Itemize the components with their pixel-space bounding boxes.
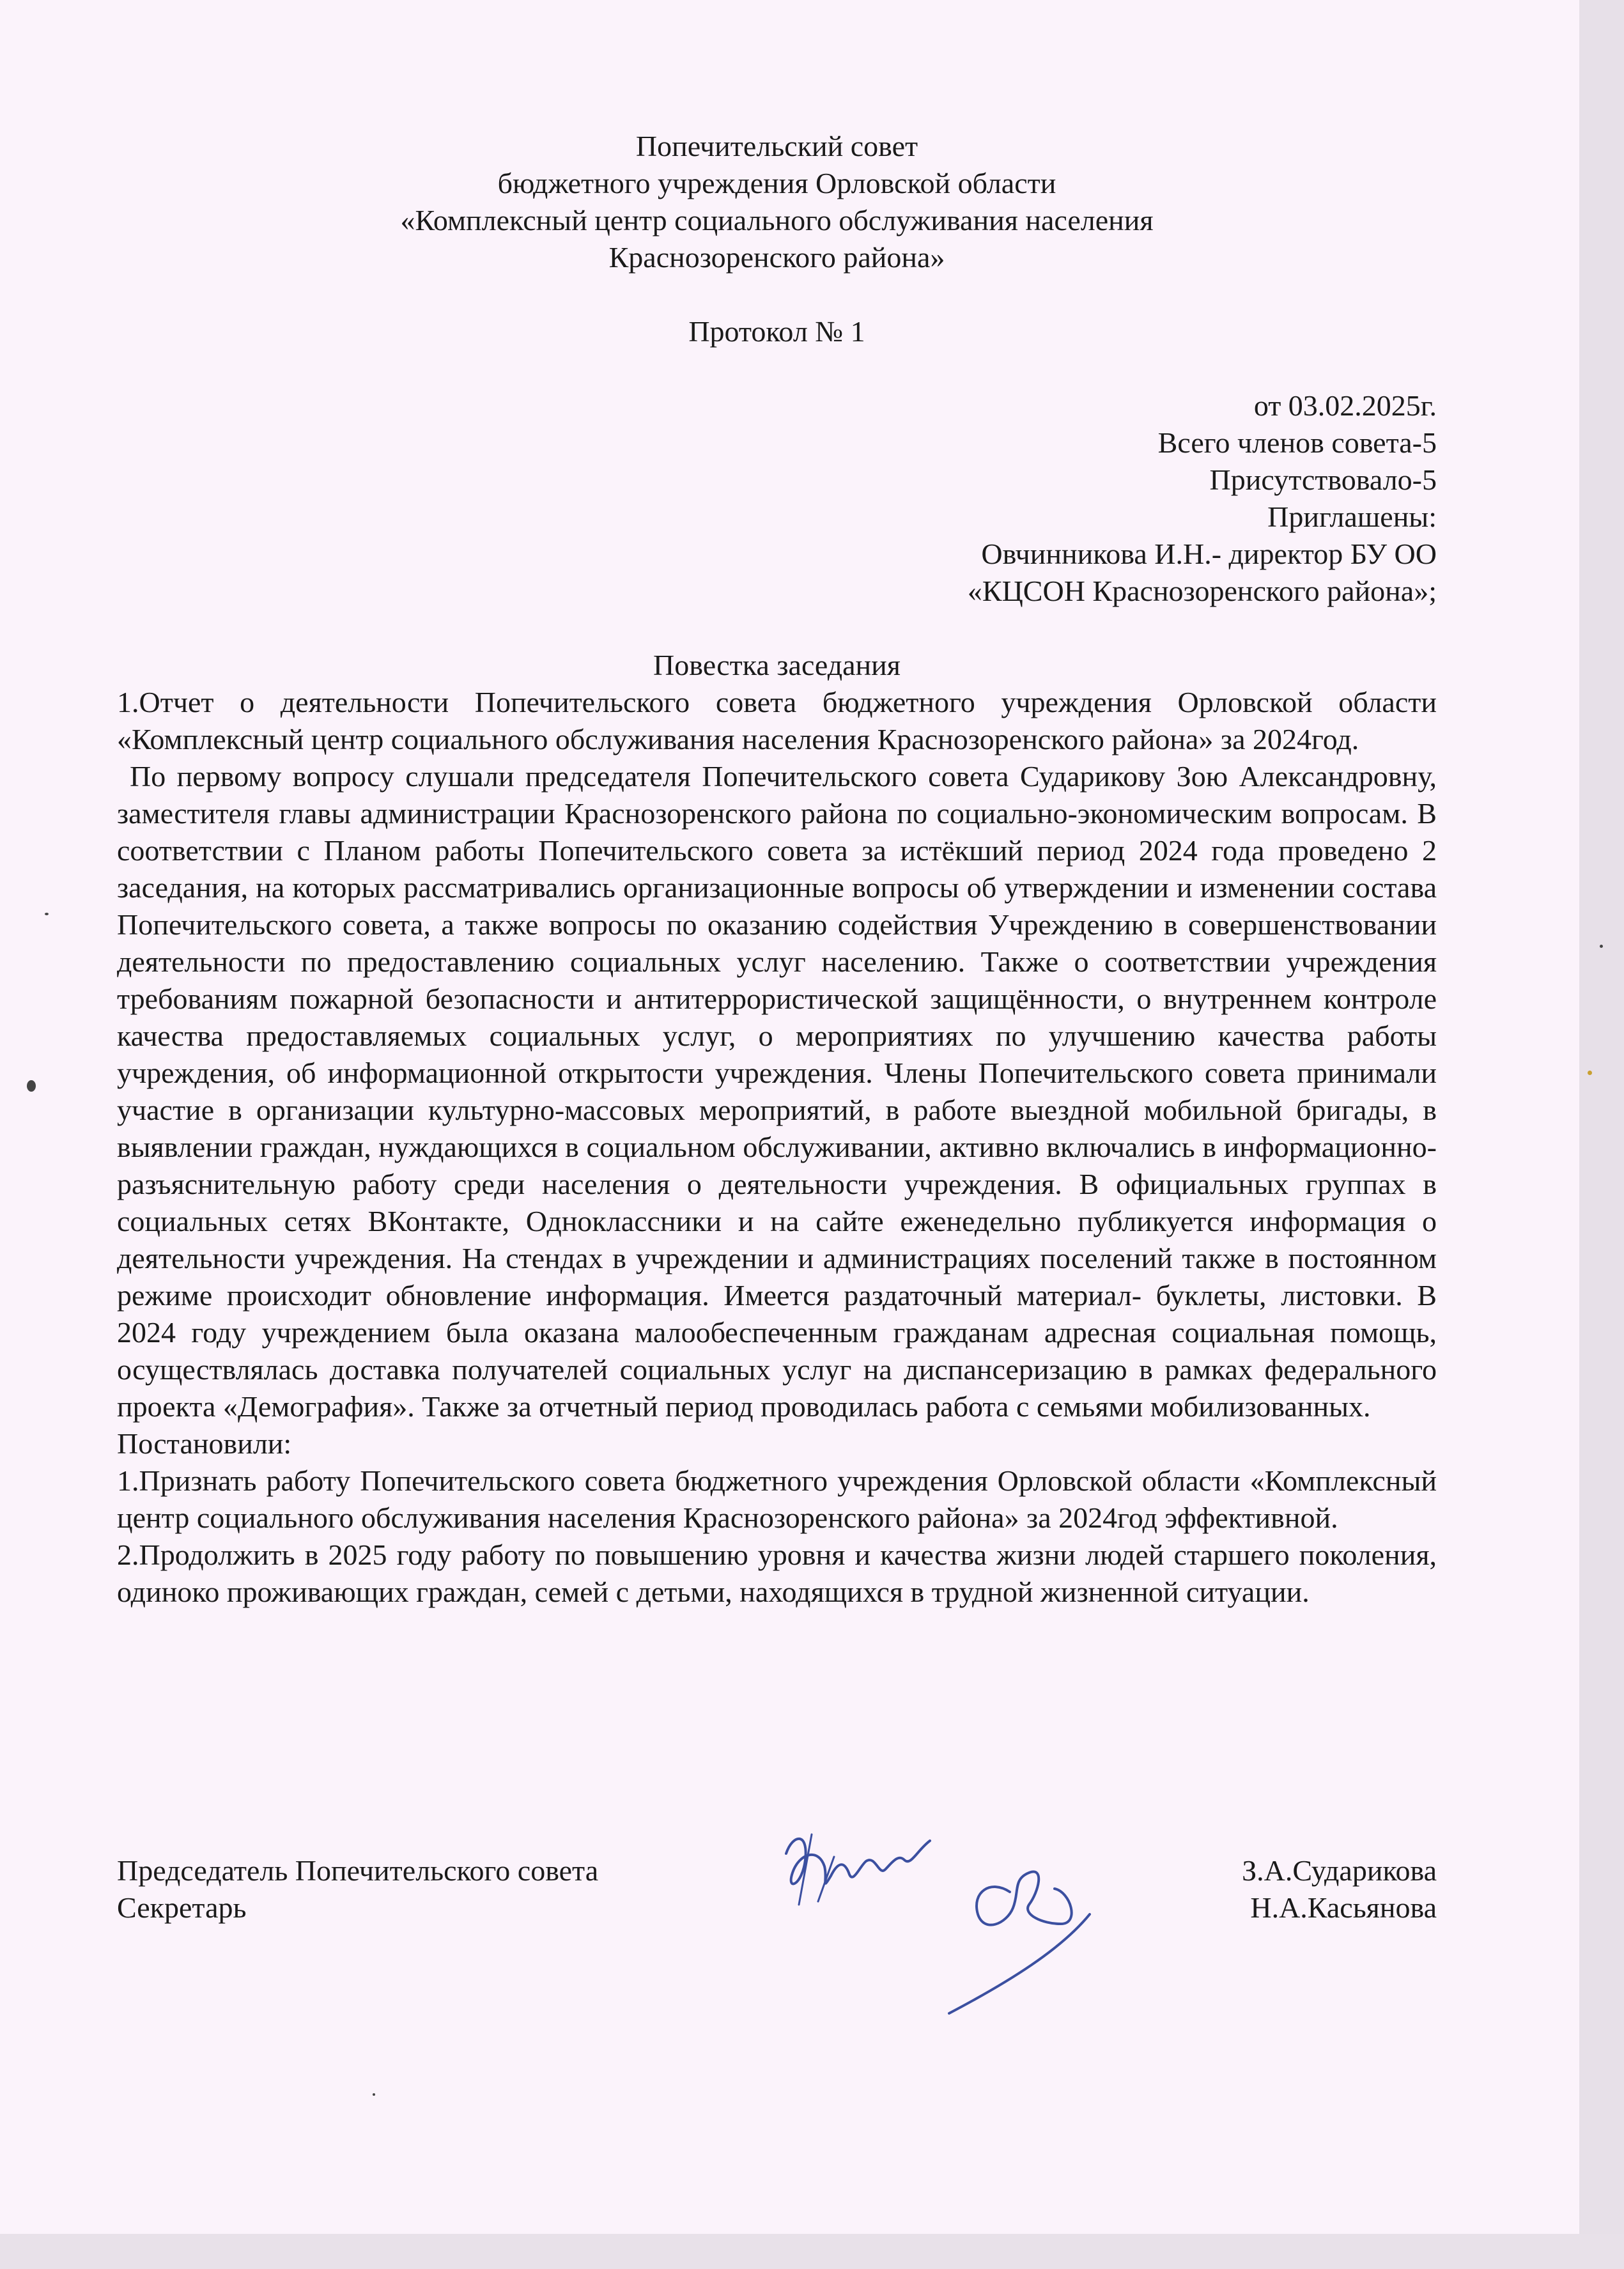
scan-speck	[373, 2093, 375, 2096]
header-line-2: бюджетного учреждения Орловской области	[497, 167, 1056, 199]
agenda-title: Повестка заседания	[653, 649, 901, 681]
secretary-role: Секретарь	[117, 1891, 247, 1924]
resolution-item-2: 2.Продолжить в 2025 году работу по повышению уровня и качества жизни людей старшего поколения, одиноко проживающих граждан, семей с детьми, находящихся в трудной жизненной ситуации.	[117, 1538, 1437, 1608]
chair-role: Председатель Попечительского совета	[117, 1854, 599, 1887]
invited-person: Овчинникова И.Н.- директор БУ ОО	[981, 538, 1437, 570]
resolution-item-1: 1.Признать работу Попечительского совета бюджетного учреждения Орловской области «Комплексный центр социального обслуживания населения Краснозоренского района» за 2024год эффективной.	[117, 1464, 1437, 1534]
protocol-title: Протокол № 1	[688, 315, 865, 348]
header-line-3: «Комплексный центр социального обслуживания населения	[400, 204, 1154, 236]
present-count: Присутствовало-5	[1209, 463, 1437, 496]
invited-org: «КЦСОН Краснозоренского района»;	[967, 575, 1437, 607]
invited-label: Приглашены:	[1267, 500, 1437, 533]
document-body	[117, 128, 1437, 1611]
resolution-title: Постановили:	[117, 1427, 292, 1460]
total-members: Всего членов совета-5	[1157, 426, 1437, 459]
secretary-name: Н.А.Касьянова	[1250, 1891, 1437, 1924]
scan-edge-right	[1579, 0, 1624, 2269]
scan-speck	[45, 913, 49, 915]
scan-speck	[1588, 1071, 1592, 1075]
report-paragraph: По первому вопросу слушали председателя Попечительского совета Сударикову Зою Александровну, заместителя главы администрации Краснозоренского района по социально-экономическим вопросам. В соответствии с Планом работы Попечительского совета за истёкший период 2024 года проведено 2 заседания, на которых рассматривались организационные вопросы об утверждении и изменении состава Попечительского совета, а также вопросы по оказанию содействия Учреждению в совершенствовании деятельности по предоставлению социальных услуг населению. Также о соответствии учреждения требованиям пожарной безопасности и антитеррористической защищённости, о внутреннем контроле качества предоставляемых социальных услуг, о мероприятиях по улучшению качества работы учреждения, об информационной открытости учреждения. Члены Попечительского совета принимали участие в организации культурно-массовых мероприятий, в работе выездной мобильной бригады, в выявлении граждан, нуждающихся в социальном обслуживании, активно включались в информационно-разъяснительную работу среди населения о деятельности учреждения. В официальных группах в социальных сетях ВКонтакте, Одноклассники и на сайте еженедельно публикуется информация о деятельности учреждения. На стендах в учреждении и администрациях поселений также в постоянном режиме происходит обновление информация. Имеется раздаточный материал- буклеты, листовки. В 2024 году учреждением была оказана малообеспеченным гражданам адресная социальная помощь, осуществлялась доставка получателей социальных услуг на диспансеризацию в рамках федерального проекта «Демография». Также за отчетный период проводилась работа с семьями мобилизованных.	[117, 760, 1437, 1423]
scan-edge-bottom	[0, 2234, 1624, 2269]
chair-name: З.А.Сударикова	[1242, 1854, 1437, 1887]
header-line-4: Краснозоренского района»	[608, 241, 945, 274]
meeting-date: от 03.02.2025г.	[1253, 389, 1437, 422]
scan-speck	[27, 1080, 36, 1092]
agenda-item-1: 1.Отчет о деятельности Попечительского совета бюджетного учреждения Орловской области «Комплексный центр социального обслуживания населения Краснозоренского района» за 2024год.	[117, 686, 1437, 755]
chair-handwritten-signature	[773, 1815, 940, 1911]
scan-speck	[1600, 945, 1603, 948]
secretary-handwritten-signature	[933, 1854, 1125, 2020]
header-line-1: Попечительский совет	[635, 130, 918, 162]
